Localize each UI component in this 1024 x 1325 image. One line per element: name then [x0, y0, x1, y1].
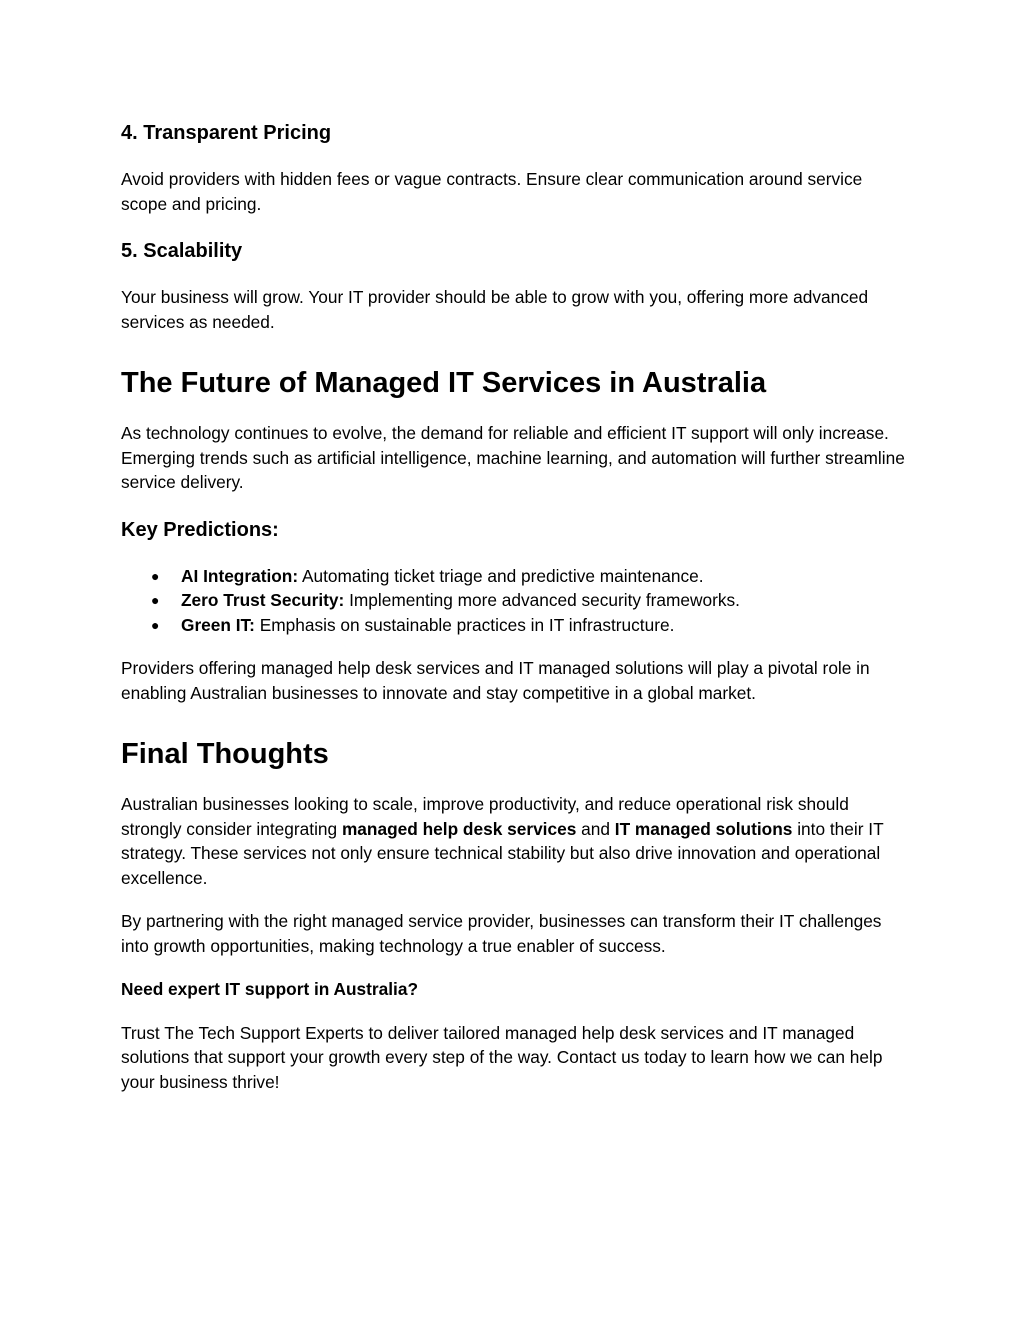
- list-item: [121, 613, 911, 638]
- prediction-text: Automating ticket triage and predictive maintenance.: [298, 565, 704, 586]
- heading-future-managed-it: The Future of Managed IT Services in Australia: [121, 367, 767, 399]
- bullet-icon: ●: [151, 592, 160, 608]
- heading-scalability: 5. Scalability: [121, 240, 243, 262]
- paragraph-final-thoughts-2: By partnering with the right managed service provider, businesses can transform their IT challenges into growth opportunities, making technology a true enabler of success.: [121, 911, 882, 956]
- bullet-icon: ●: [151, 567, 160, 584]
- bold-managed-help-desk: managed help desk services: [341, 818, 577, 839]
- bold-it-managed-solutions: IT managed solutions: [614, 818, 793, 839]
- prediction-term: AI Integration:: [181, 565, 299, 586]
- prediction-text: Emphasis on sustainable practices in IT infrastructure.: [254, 614, 675, 635]
- list-item: [121, 588, 911, 613]
- paragraph-transparent-pricing: Avoid providers with hidden fees or vague contracts. Ensure clear communication around service scope and pricing.: [121, 169, 863, 214]
- paragraph-final-thoughts-1: Australian businesses looking to scale, improve productivity, and reduce operational risk should strongly consider integrating managed help desk services and IT managed solutions into their IT strategy. These services not only ensure technical stability but also drive innovation and operational excellence.: [121, 794, 884, 888]
- prediction-term: Zero Trust Security:: [181, 590, 345, 610]
- prediction-term: Green IT:: [181, 614, 255, 635]
- paragraph-cta-body: Trust The Tech Support Experts to deliver tailored managed help desk services and IT managed solutions that support your growth every step of the way. Contact us today to learn how we can help your business thrive!: [121, 1022, 883, 1092]
- paragraph-future-intro: As technology continues to evolve, the demand for reliable and efficient IT support will only increase. Emerging trends such as artificial intelligence, machine learning, and automation will further streamline service delivery.: [121, 423, 905, 492]
- bullet-icon: ●: [151, 616, 160, 633]
- paragraph-future-closing: Providers offering managed help desk services and IT managed solutions will play a pivotal role in enabling Australian businesses to innovate and stay competitive in a global market.: [121, 658, 870, 703]
- paragraph-scalability: Your business will grow. Your IT provider should be able to grow with you, offering more advanced services as needed.: [121, 287, 869, 332]
- prediction-text: Implementing more advanced security frameworks.: [344, 590, 740, 610]
- heading-key-predictions: Key Predictions:: [121, 518, 279, 541]
- list-item: [121, 564, 911, 589]
- document-page: [121, 118, 911, 1094]
- predictions-list: [121, 564, 911, 638]
- cta-heading: Need expert IT support in Australia?: [121, 979, 419, 999]
- heading-transparent-pricing: 4. Transparent Pricing: [121, 122, 332, 144]
- heading-final-thoughts: Final Thoughts: [121, 738, 329, 770]
